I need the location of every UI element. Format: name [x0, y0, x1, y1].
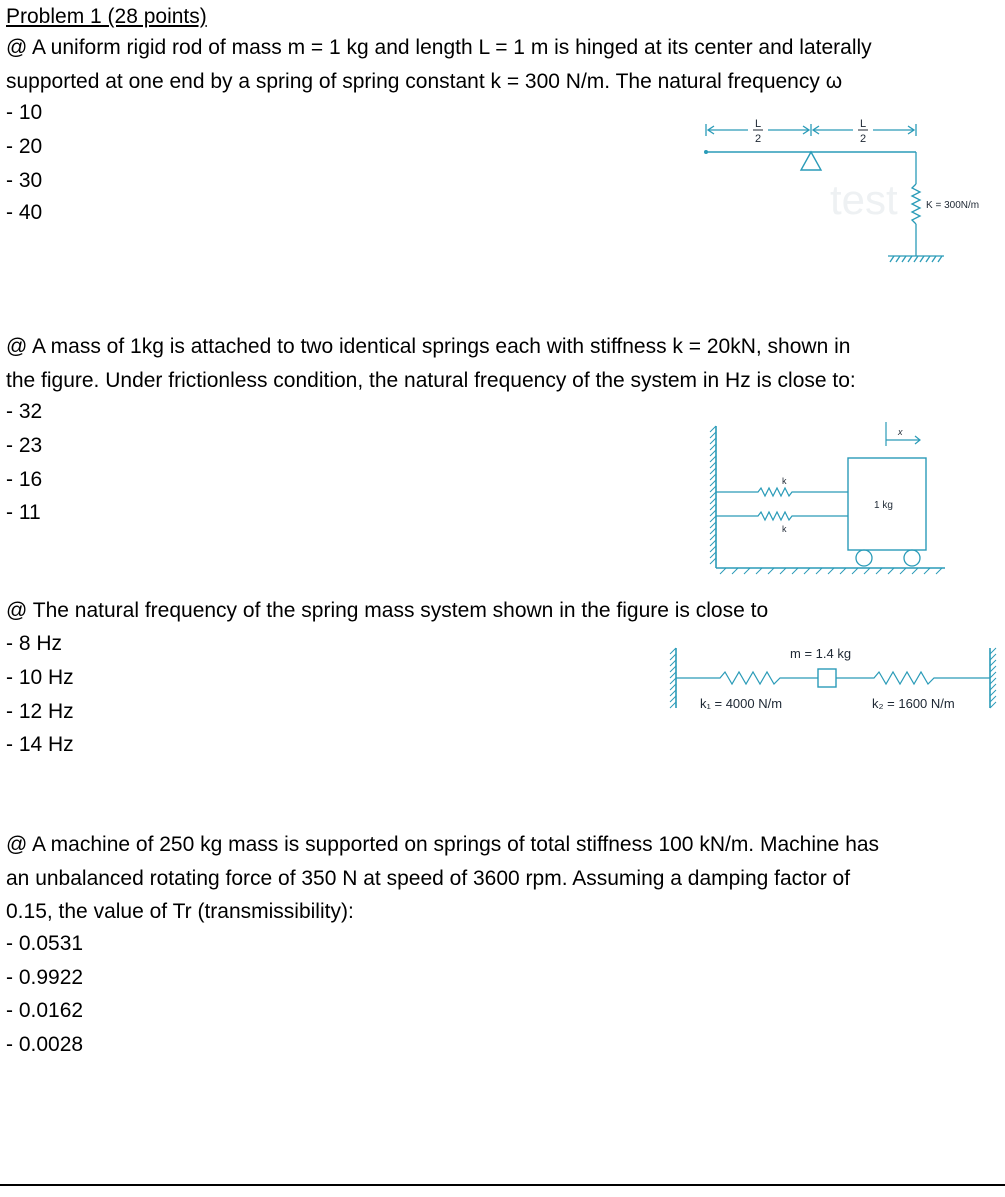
q3-k2-label: k₂ = 1600 N/m	[872, 696, 955, 711]
q1-pivot-icon	[801, 152, 821, 170]
q2-two-spring-figure	[700, 412, 960, 577]
q3-springs	[676, 672, 990, 684]
q3-mass-label: m = 1.4 kg	[790, 646, 852, 661]
q2-option-a: - 32	[6, 400, 43, 423]
q3-option-d: - 14 Hz	[6, 733, 74, 756]
q1-option-b: - 20	[6, 135, 43, 158]
q3-option-c: - 12 Hz	[6, 700, 74, 723]
q1-half-length-right-num: L	[859, 118, 867, 130]
q2-spring-bottom-label: k	[782, 524, 787, 534]
q1-dimension-lines	[706, 124, 916, 136]
q2-displacement-arrow-icon	[886, 422, 920, 446]
q4-option-a: - 0.0531	[6, 932, 84, 955]
q2-option-b: - 23	[6, 434, 43, 457]
q2-option-d: - 11	[6, 501, 41, 524]
q1-option-c: - 30	[6, 169, 43, 192]
q1-option-d: - 40	[6, 201, 43, 224]
q1-half-length-right-den: 2	[859, 133, 867, 145]
q4-text-line-1: @ A machine of 250 kg mass is supported on springs of total stiffness 100 kN/m. Machine has	[6, 833, 880, 856]
q2-wheel-right	[904, 550, 920, 566]
q1-watermark: test	[830, 176, 898, 223]
q2-text-line-1: @ A mass of 1kg is attached to two identical springs each with stiffness k = 20kN, shown in	[6, 335, 851, 358]
q4-text-line-2: an unbalanced rotating force of 350 N at speed of 3600 rpm. Assuming a damping factor of	[6, 867, 851, 890]
q1-half-length-left-den: 2	[754, 133, 762, 145]
q2-option-c: - 16	[6, 468, 43, 491]
q2-spring-top-label: k	[782, 476, 787, 486]
q2-wheel-left	[856, 550, 872, 566]
q3-series-spring-figure	[660, 640, 1005, 720]
q2-text-line-2: the figure. Under frictionless condition, the natural frequency of the system in Hz is close to:	[6, 369, 856, 392]
q3-option-a: - 8 Hz	[6, 632, 63, 655]
q4-option-d: - 0.0028	[6, 1033, 84, 1056]
q2-floor	[716, 568, 945, 574]
q3-left-wall	[670, 648, 676, 708]
q1-spring-label: K = 300N/m	[926, 200, 980, 211]
q2-mass-label: 1 kg	[874, 500, 893, 511]
q3-option-b: - 10 Hz	[6, 666, 74, 689]
q3-text-line-1: @ The natural frequency of the spring mass system shown in the figure is close to	[6, 599, 769, 622]
problem-title: Problem 1 (28 points)	[6, 5, 207, 28]
q1-rod-spring-figure	[690, 112, 1000, 272]
q1-text-line-1: @ A uniform rigid rod of mass m = 1 kg and length L = 1 m is hinged at its center and laterally	[6, 36, 872, 59]
q3-k1-label: k₁ = 4000 N/m	[700, 696, 783, 711]
q3-mass-block	[818, 669, 836, 687]
bottom-divider	[0, 1184, 1005, 1186]
q2-displacement-label: x	[898, 427, 903, 437]
q4-option-c: - 0.0162	[6, 999, 84, 1022]
q1-half-length-left-num: L	[754, 118, 762, 130]
q1-option-a: - 10	[6, 101, 43, 124]
q2-springs	[716, 488, 848, 520]
q4-option-b: - 0.9922	[6, 966, 84, 989]
q1-rod-end	[704, 150, 708, 154]
q3-right-wall	[990, 648, 996, 708]
q2-wall	[710, 426, 716, 568]
q4-text-line-3: 0.15, the value of Tr (transmissibility):	[6, 900, 354, 923]
q1-text-line-2: supported at one end by a spring of spring constant k = 300 N/m. The natural frequency ω	[6, 70, 843, 93]
